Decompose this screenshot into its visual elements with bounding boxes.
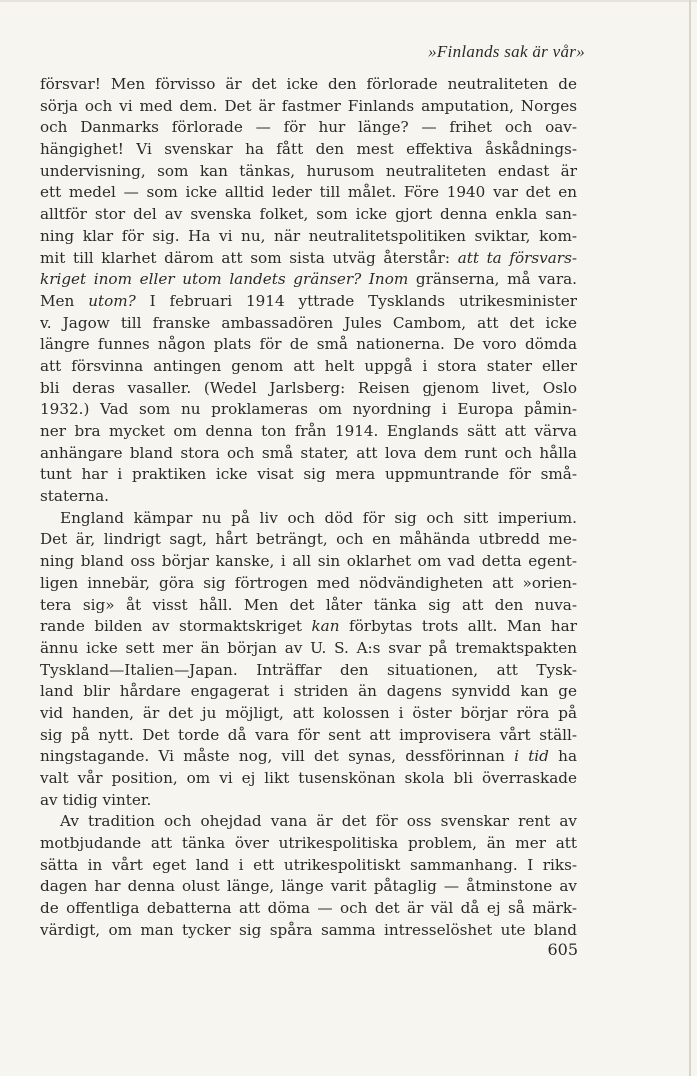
italic-text: kan bbox=[311, 617, 340, 636]
text-line bbox=[40, 204, 577, 226]
text-line bbox=[40, 313, 577, 335]
text-line bbox=[40, 920, 577, 942]
text-segment: förbytas trots allt. Man har bbox=[339, 617, 578, 636]
text-segment: ha bbox=[548, 747, 577, 766]
page-right-edge bbox=[689, 0, 691, 1076]
text-line bbox=[40, 746, 577, 768]
text-line bbox=[40, 768, 577, 790]
text-line bbox=[40, 226, 577, 248]
text-segment: ett medel — som icke alltid leder till målet. Före 1940 var det en bbox=[40, 183, 577, 202]
text-line bbox=[40, 855, 577, 877]
text-segment: ännu icke sett mer än början av U. S. A:s svar på tremaktspakten bbox=[40, 638, 577, 657]
text-segment: land blir hårdare engagerat i striden än dagens synvidd kan ge bbox=[40, 682, 577, 701]
text-line bbox=[40, 291, 577, 313]
italic-text: utom? bbox=[88, 291, 136, 310]
text-segment: och Danmarks förlorade — för hur länge? — frihet och oav- bbox=[40, 118, 577, 137]
page-top-edge bbox=[0, 0, 697, 2]
text-line bbox=[40, 421, 577, 443]
text-segment: motbjudande att tänka över utrikespolitiska problem, än mer att bbox=[40, 834, 577, 853]
text-line bbox=[40, 161, 577, 183]
text-line bbox=[40, 898, 577, 920]
text-segment: Av tradition och ohejdad vana är det för oss svenskar rent av bbox=[60, 812, 577, 831]
text-line bbox=[40, 876, 577, 898]
text-segment: gränserna, må vara. bbox=[408, 270, 577, 289]
text-line bbox=[40, 334, 577, 356]
text-line bbox=[40, 703, 577, 725]
text-segment: ning bland oss börjar kanske, i all sin oklarhet om vad detta egent- bbox=[40, 552, 577, 571]
text-segment: bli deras vasaller. (Wedel Jarlsberg: Reisen gjenom livet, Oslo bbox=[40, 378, 577, 397]
text-segment: värdigt, om man tycker sig spåra samma intresselöshet ute bland bbox=[40, 920, 577, 939]
body-text bbox=[40, 74, 577, 942]
text-line bbox=[40, 443, 577, 465]
text-line bbox=[40, 551, 577, 573]
text-line bbox=[40, 486, 577, 508]
text-line bbox=[40, 96, 577, 118]
text-segment: av tidig vinter. bbox=[40, 790, 152, 809]
text-segment: sätta in vårt eget land i ett utrikespolitiskt sammanhang. I riks- bbox=[40, 855, 577, 874]
text-line bbox=[40, 638, 577, 660]
text-line bbox=[40, 529, 577, 551]
text-segment: ligen innebär, göra sig förtrogen med nödvändigheten att »orien- bbox=[40, 573, 577, 592]
text-line bbox=[40, 833, 577, 855]
text-line bbox=[40, 399, 577, 421]
text-segment: v. Jagow till franske ambassadören Jules Cambom, att det icke bbox=[40, 313, 577, 332]
text-segment: mit till klarhet därom att som sista utväg återstår: bbox=[40, 248, 458, 267]
text-segment: anhängare bland stora och små stater, att lova dem runt och hålla bbox=[40, 443, 577, 462]
text-segment: sörja och vi med dem. Det är fastmer Finlands amputation, Norges bbox=[40, 96, 577, 115]
text-line bbox=[40, 595, 577, 617]
text-segment: 1932.) Vad som nu proklameras om nyordning i Europa påmin- bbox=[40, 400, 577, 419]
text-line bbox=[40, 248, 577, 270]
text-segment: I februari 1914 yttrade Tysklands utrikesminister bbox=[135, 291, 577, 310]
text-segment: ning klar för sig. Ha vi nu, när neutralitetspolitiken sviktar, kom- bbox=[40, 226, 577, 245]
text-line bbox=[40, 378, 577, 400]
text-segment: att försvinna antingen genom att helt uppgå i stora stater eller bbox=[40, 356, 577, 375]
text-segment: tunt har i praktiken icke visat sig mera uppmuntrande för små- bbox=[40, 465, 577, 484]
text-line bbox=[40, 811, 577, 833]
text-line bbox=[40, 74, 577, 96]
text-segment: valt vår position, om vi ej likt tusenskönan skola bli överraskade bbox=[40, 769, 577, 787]
running-head: »Finlands sak är vår» bbox=[428, 42, 585, 61]
text-line bbox=[40, 616, 577, 638]
text-segment: sig på nytt. Det torde då vara för sent att improvisera vårt ställ- bbox=[40, 725, 577, 744]
text-line bbox=[40, 139, 577, 161]
text-segment: rande bilden av stormaktskriget bbox=[40, 617, 312, 636]
text-segment: försvar! Men förvisso är det icke den förlorade neutraliteten de bbox=[40, 75, 577, 93]
text-line bbox=[40, 356, 577, 378]
text-line bbox=[40, 790, 577, 812]
text-line bbox=[40, 725, 577, 747]
text-line bbox=[40, 508, 577, 530]
text-segment: ner bra mycket om denna ton från 1914. Englands sätt att värva bbox=[40, 422, 577, 440]
text-line bbox=[40, 660, 577, 682]
text-segment: undervisning, som kan tänkas, hurusom neutraliteten endast är bbox=[40, 161, 577, 180]
text-segment: tera sig» åt visst håll. Men det låter tänka sig att den nuva- bbox=[40, 595, 577, 614]
text-line bbox=[40, 182, 577, 204]
text-segment: hängighet! Vi svenskar ha fått den mest effektiva åskådnings- bbox=[40, 140, 577, 159]
text-segment: alltför stor del av svenska folket, som icke gjort denna enkla san- bbox=[40, 205, 577, 224]
text-segment: vid handen, är det ju möjligt, att kolossen i öster börjar röra på bbox=[40, 703, 577, 722]
text-segment: staterna. bbox=[40, 487, 109, 506]
text-line bbox=[40, 117, 577, 139]
text-line bbox=[40, 269, 577, 291]
italic-text: kriget inom eller utom landets gränser? Inom bbox=[40, 270, 409, 289]
text-segment: Det är, lindrigt sagt, hårt beträngt, och en måhända utbredd me- bbox=[40, 530, 577, 549]
text-segment: Men bbox=[40, 291, 89, 310]
text-line bbox=[40, 573, 577, 595]
page-number: 605 bbox=[547, 940, 578, 959]
text-line bbox=[40, 681, 577, 703]
italic-text: i tid bbox=[514, 747, 549, 766]
text-segment: dagen har denna olust länge, länge varit påtaglig — åtminstone av bbox=[40, 877, 577, 896]
text-segment: Tyskland—Italien—Japan. Inträffar den situationen, att Tysk- bbox=[40, 660, 577, 679]
text-segment: England kämpar nu på liv och död för sig och sitt imperium. bbox=[60, 508, 577, 527]
text-line bbox=[40, 464, 577, 486]
text-segment: längre funnes någon plats för de små nationerna. De voro dömda bbox=[40, 335, 577, 354]
text-segment: ningstagande. Vi måste nog, vill det synas, dessförinnan bbox=[40, 747, 515, 766]
italic-text: att ta försvars- bbox=[457, 248, 577, 267]
text-segment: de offentliga debatterna att döma — och det är väl då ej så märk- bbox=[40, 899, 577, 918]
